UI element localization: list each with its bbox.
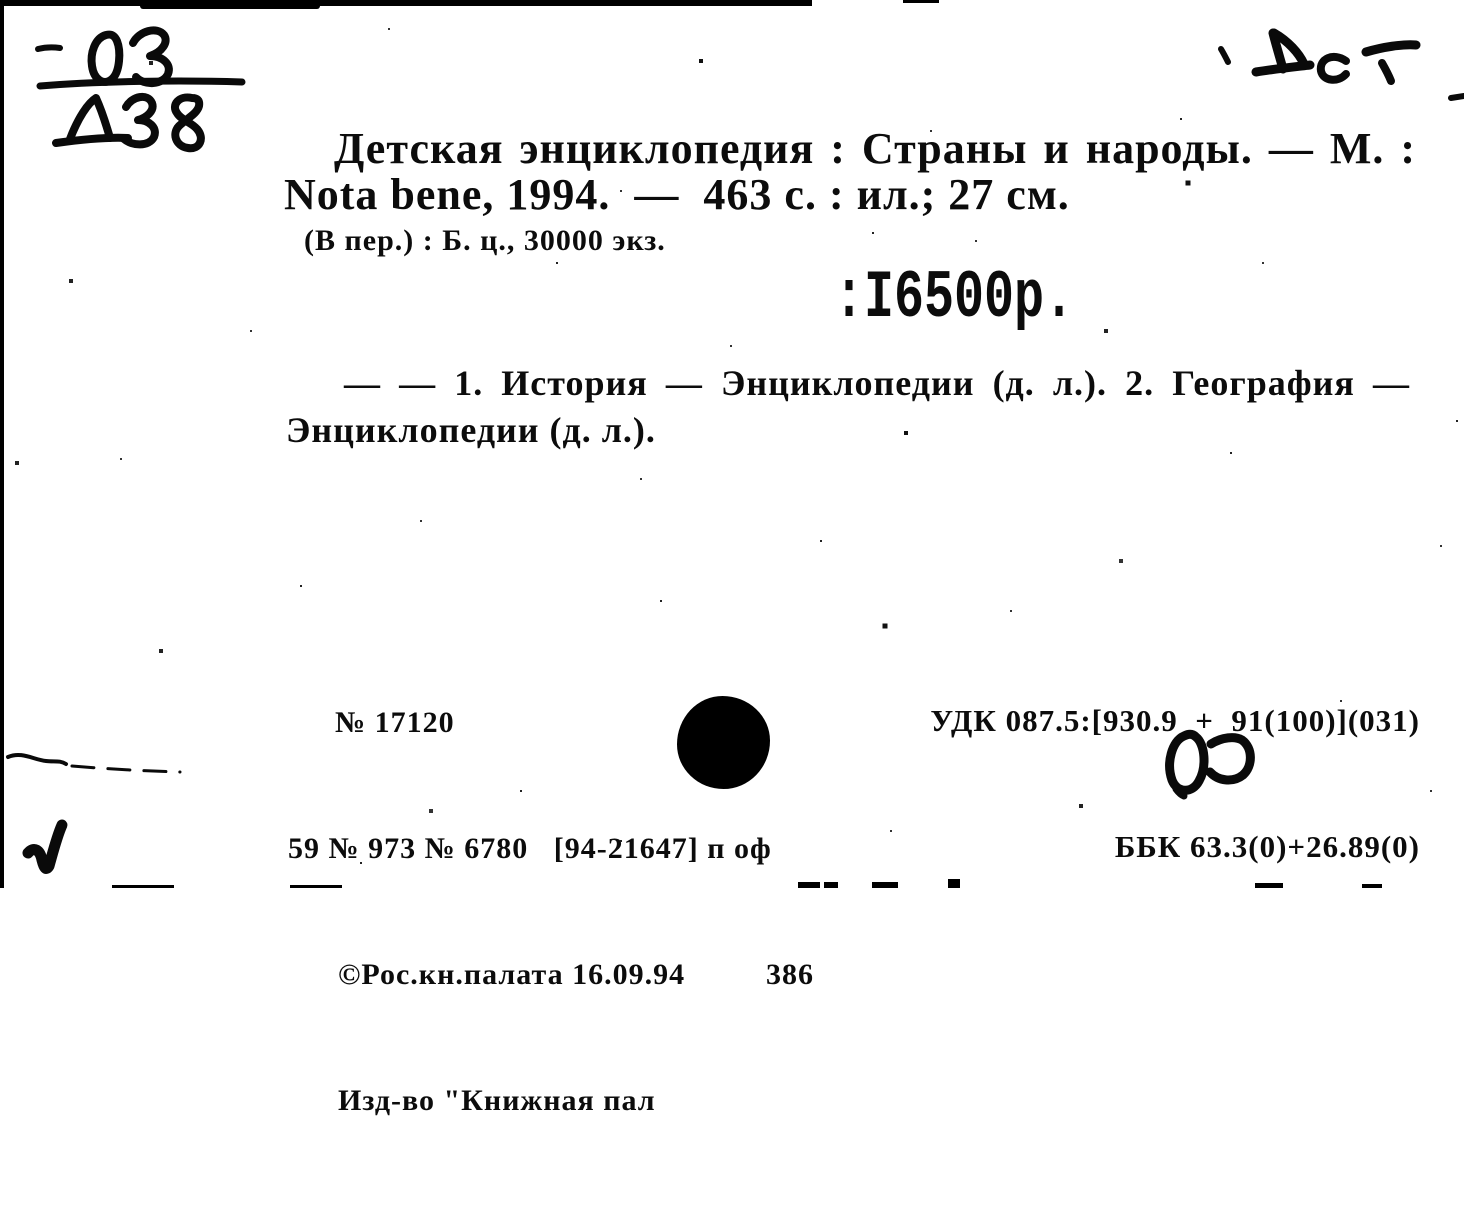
corner-note-D-base (1256, 65, 1310, 72)
imprint-line: Nota bene, 1994. — 463 с. : ил.; 27 см. (284, 170, 1070, 219)
shelf-mark-digit-3 (133, 30, 169, 83)
publisher-line: Изд-во "Книжная пал (338, 1084, 656, 1117)
bibliographic-description (284, 126, 1416, 261)
scan-artifact-bottom-2 (824, 882, 838, 888)
corner-note-tick (1221, 49, 1228, 62)
checkmark-stroke (28, 825, 62, 868)
title-line: Детская энциклопедия : Страны и народы. — М. : (334, 124, 1416, 173)
scan-squiggle-main (8, 755, 66, 764)
scan-artifact-top-bar-thick (140, 0, 320, 9)
corner-note-t-tail (1382, 63, 1391, 81)
checkmark-icon (28, 825, 62, 868)
ink-blot (677, 696, 770, 789)
price-stamp: :I6500р. (834, 260, 1075, 338)
scan-artifact-top-speck (903, 0, 939, 3)
stray-dash (38, 47, 60, 49)
corner-note (38, 33, 1464, 98)
copyright-line (288, 954, 814, 996)
corner-note-e (1321, 57, 1346, 80)
registry-number: № 17120 (335, 706, 455, 739)
bbk-number: ББК 63.3(0)+26.89(0) (1114, 829, 1420, 864)
tracings-line-1: — — 1. История — Энциклопедии (д. л.). 2. География — (344, 363, 1410, 403)
corner-note-D-stem (1273, 33, 1283, 69)
scan-artifact-bottom-5 (1255, 883, 1283, 888)
scan-artifact-bottom-1 (798, 882, 820, 888)
scan-artifact-top-bar (0, 0, 812, 6)
scan-artifact-bottom-3 (872, 882, 898, 888)
classification-block (930, 616, 1420, 952)
shelf-mark (40, 30, 242, 148)
tracings-line-2: Энциклопедии (д. л.). (286, 410, 656, 450)
scan-artifact-left-bar (0, 0, 4, 888)
udk-number: УДК 087.5:[930.9 + 91(100)](031) (930, 703, 1420, 738)
shelf-mark-letter-D-base (56, 138, 128, 143)
shelf-mark-digit-0 (92, 35, 120, 82)
scan-artifact-bottom-4 (948, 879, 960, 888)
scan-squiggle-dashes (72, 766, 180, 772)
corner-note-t-bar (1366, 45, 1416, 52)
scan-artifact-bottom-6 (1362, 884, 1382, 888)
binding-price-line: (В пер.) : Б. ц., 30000 экз. (304, 224, 666, 257)
corner-note-D-diagonal (1274, 33, 1304, 64)
shelf-mark-digit-3b (124, 97, 155, 144)
registry-codes: 59 № 973 № 6780 [94-21647] п оф (288, 832, 772, 865)
copyright-tail-number: 386 (766, 958, 814, 991)
edge-dash (1451, 96, 1464, 98)
subject-tracings (286, 360, 1410, 454)
shelf-mark-letter-D (70, 98, 110, 139)
shelf-mark-digit-8 (175, 97, 201, 148)
copyright-text: ©Рос.кн.палата 16.09.94 (338, 958, 686, 991)
shelf-mark-fraction-line (40, 81, 242, 86)
scan-squiggle (8, 755, 180, 772)
